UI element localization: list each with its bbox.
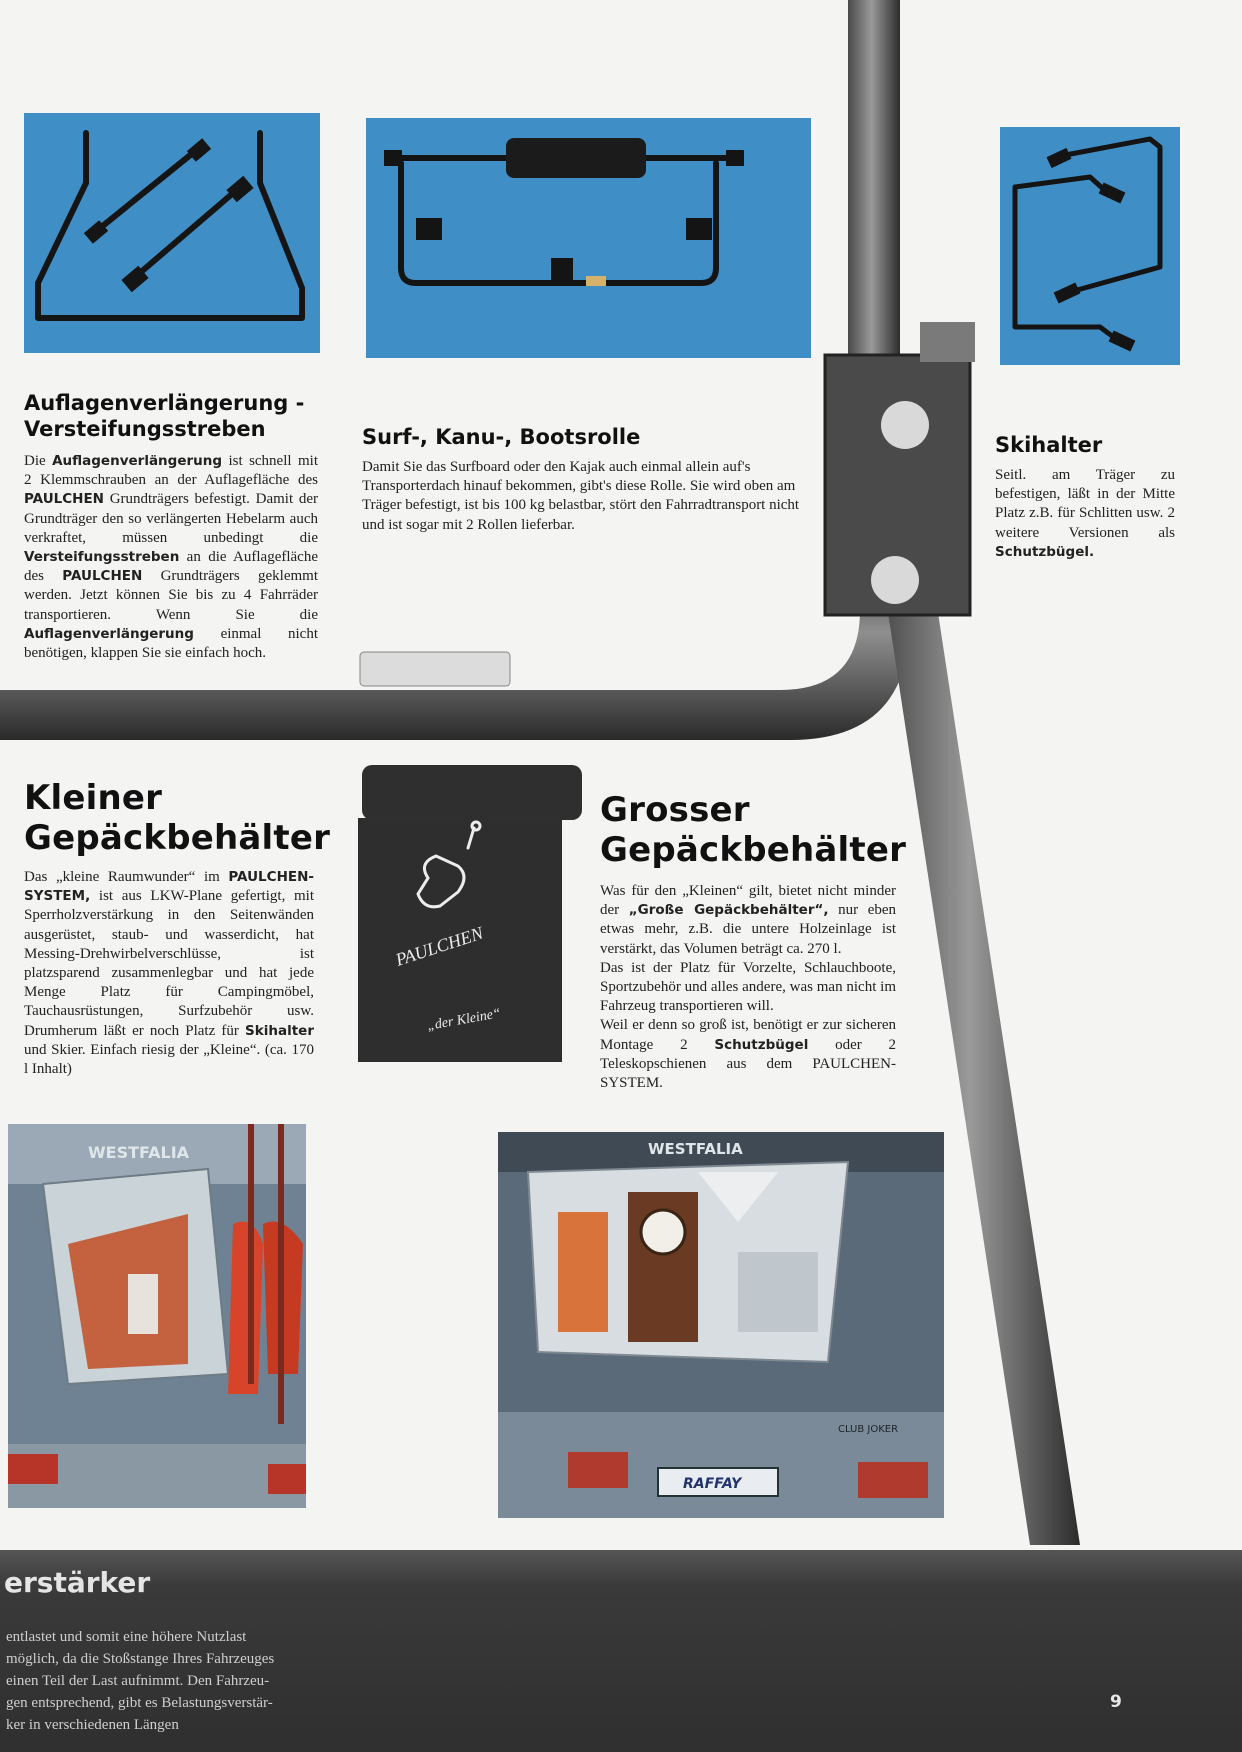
section-surfrolle (362, 424, 806, 535)
footer-line-4: gen entsprechend, gibt es Belastungsverstär- (6, 1695, 273, 1711)
surf-title: Surf-, Kanu-, Bootsrolle (362, 425, 641, 449)
grosser-text-1-0: Was für den „Kleinen“ gilt, bietet nicht minder der (600, 883, 896, 919)
ski-holder-icon (1000, 127, 1180, 365)
kleiner-text-3: Skihalter (245, 1022, 314, 1039)
grosser-text-1 (600, 882, 896, 959)
section-skihalter (995, 432, 1175, 562)
van-right-brand: WESTFALIA (648, 1140, 743, 1158)
club-text: CLUB JOKER (838, 1424, 899, 1435)
auflage-title-line2: Versteifungsstreben (24, 417, 266, 441)
auflage-text-5: Versteifungsstreben (24, 549, 180, 566)
photo-auflagenverlaengerung (24, 113, 320, 353)
auflage-text-4: Grundträgers befestigt. Damit der Grundträger den so verlängerten Hebelarm auch verkraftet, müssen unbedingt die (24, 491, 318, 546)
grosser-text-1-1: „Große Gepäckbehälter“, (628, 902, 829, 919)
footer-line-2: möglich, da die Stoßstange Ihres Fahrzeuges (6, 1651, 275, 1667)
auflage-text-10: einmal nicht benötigen, klappen Sie sie einfach hoch. (24, 625, 318, 662)
kleiner-text-0: Das „kleine Raumwunder“ im (24, 869, 229, 885)
grosser-text-3 (600, 1016, 896, 1093)
ski-title: Skihalter (995, 433, 1103, 457)
ski-text-0: Seitl. am Träger zu befestigen, läßt in der Mitte Platz z.B. für Schlitten usw. 2 weitere Versionen als (995, 467, 1175, 541)
auflage-text-9: Auflagenverlängerung (24, 625, 194, 642)
auflage-text-2: ist schnell mit 2 Klemmschrauben an der Auflagefläche des (24, 453, 318, 489)
roller-icon (366, 118, 811, 358)
section-kleiner-gepaeckbehaelter (24, 778, 331, 1079)
kleiner-text-2: ist aus LKW-Plane gefertigt, mit Sperrholzverstärkung in den Seitenwänden ausgerüstet, staub- und wasserdicht, hat Messing-Drehwirbelverschlüsse, ist platzsparend zusammenlegbar und hat jede Menge Platz für Campingmöbel, Tauchausrüstungen, Surfzubehör usw. Drumherum läßt er noch Platz für (24, 888, 314, 1039)
auflage-text-1: Auflagenverlängerung (52, 453, 223, 469)
page-number: 9 (1110, 1692, 1122, 1712)
kleiner-text-1: PAULCHEN-SYSTEM, (24, 869, 314, 905)
surf-text: Damit Sie das Surfboard oder den Kajak auch einmal allein auf's Transporterdach hinauf bekommen, gibt's diese Rolle. Sie wird oben am Träger befestigt, ist bis 100 kg belastbar, stört den Fahrradtransport nicht und ist sogar mit 2 Rollen lieferbar. (362, 459, 800, 533)
kleiner-title (24, 778, 331, 858)
footer-line-3: einen Teil der Last aufnimmt. Den Fahrzeu- (6, 1673, 270, 1689)
grosser-title (600, 790, 907, 870)
grosser-text-2: Das ist der Platz für Vorzelte, Schlauchboote, Sportzubehör und alles andere, was man nicht im Fahrzeug transportieren will. (600, 959, 896, 1015)
section-auflagenverlaengerung (24, 390, 318, 663)
footer-line-5: ker in verschiedenen Längen (6, 1717, 179, 1733)
bag-logo-line1: PAULCHEN (393, 922, 486, 970)
kleiner-title-line1: Kleiner (24, 778, 163, 818)
footer-band (0, 1550, 1242, 1752)
grosser-title-line2: Gepäckbehälter (600, 830, 907, 870)
section-grosser-gepaeckbehaelter (600, 790, 907, 1093)
grosser-text-3-1: Schutzbügel (714, 1036, 809, 1053)
kleiner-text (24, 868, 314, 1079)
auflage-text (24, 452, 318, 663)
kleiner-text-4: und Skier. Einfach riesig der „Kleine“. (ca. 170 l Inhalt) (24, 1041, 314, 1078)
kleiner-title-line2: Gepäckbehälter (24, 818, 331, 858)
grosser-text-1-2: nur eben etwas mehr, z.B. die untere Holzeinlage ist verstärkt, das Volumen beträgt ca. 270 l. (600, 902, 897, 957)
photo-surfrolle (366, 118, 811, 358)
footer-text (6, 1626, 366, 1736)
grosser-title-line1: Grosser (600, 790, 750, 830)
auflage-text-8: Grundträgers geklemmt werden. Jetzt können Sie bis zu 4 Fahrräder transportieren. Wenn Sie die (24, 568, 318, 623)
ski-text (995, 466, 1175, 562)
photo-van-small-box (8, 1124, 306, 1508)
grosser-text-3-2: oder 2 Teleskopschienen aus dem PAULCHEN-SYSTEM. (600, 1036, 896, 1092)
auflage-text-0: Die (24, 453, 53, 469)
auflage-text-7: PAULCHEN (62, 568, 143, 585)
photo-van-large-box (498, 1132, 944, 1518)
ski-text-1: Schutzbügel. (995, 543, 1095, 560)
van-left-brand: WESTFALIA (88, 1143, 190, 1162)
auflage-text-6: an die Auflagefläche des (24, 549, 318, 585)
auflage-title-line1: Auflagenverlängerung - (24, 391, 305, 415)
footer-line-1: entlastet und somit eine höhere Nutzlast (6, 1629, 247, 1645)
extension-struts-icon (24, 113, 320, 353)
footer-heading: erstärker (4, 1566, 151, 1599)
auflage-text-3: PAULCHEN (24, 491, 104, 508)
bag-logo-line2: „der Kleine“ (426, 1006, 502, 1034)
photo-skihalter (1000, 127, 1180, 365)
plate-text: RAFFAY (683, 1476, 742, 1492)
grosser-text-3-0: Weil er denn so groß ist, benötigt er zur sicheren Montage 2 (600, 1017, 896, 1053)
auflage-title (24, 390, 318, 442)
photo-small-bag (358, 818, 562, 1062)
